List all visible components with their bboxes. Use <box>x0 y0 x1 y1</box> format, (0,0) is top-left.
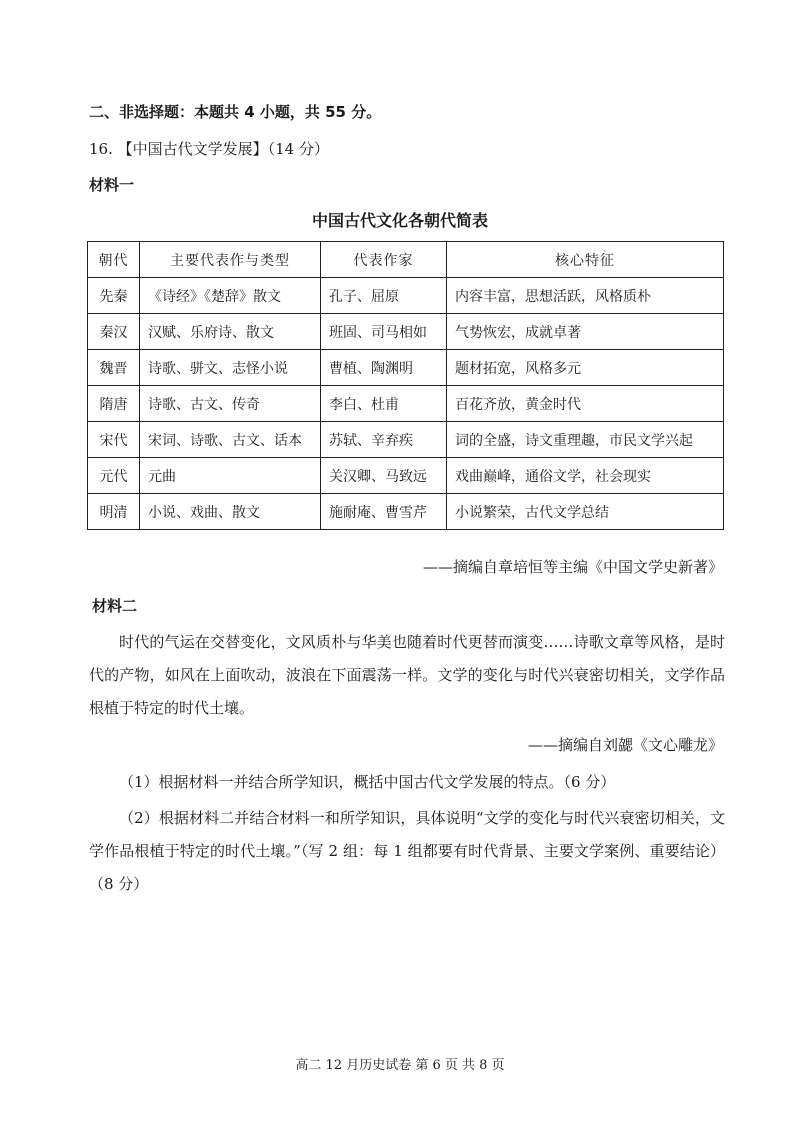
cell-authors: 孔子、屈原 <box>321 278 447 314</box>
cell-authors: 关汉卿、马致远 <box>321 458 447 494</box>
cell-dynasty: 秦汉 <box>88 314 140 350</box>
cell-features: 词的全盛，诗文重理趣，市民文学兴起 <box>447 422 724 458</box>
cell-dynasty: 先秦 <box>88 278 140 314</box>
page-footer: 高二 12 月历史试卷 第 6 页 共 8 页 <box>295 1058 505 1073</box>
cell-works: 小说、戏曲、散文 <box>140 494 321 530</box>
cell-features: 内容丰富，思想活跃，风格质朴 <box>447 278 724 314</box>
table-row <box>88 458 724 494</box>
cell-dynasty: 魏晋 <box>88 350 140 386</box>
material2-source: ——摘编自刘勰《文心雕龙》 <box>527 736 723 754</box>
material1-label: 材料一 <box>89 176 135 194</box>
header-dynasty: 朝代 <box>88 242 140 278</box>
table-row <box>88 386 724 422</box>
table-row <box>88 278 724 314</box>
cell-authors: 班固、司马相如 <box>321 314 447 350</box>
question-1: （1）根据材料一并结合所学知识，概括中国古代文学发展的特点。（6 分） <box>119 773 616 791</box>
section-heading: 二、非选择题：本题共 4 小题，共 55 分。 <box>89 103 382 121</box>
cell-dynasty: 元代 <box>88 458 140 494</box>
table-row <box>88 422 724 458</box>
material2-label: 材料二 <box>92 597 138 615</box>
cell-dynasty: 宋代 <box>88 422 140 458</box>
table-row <box>88 314 724 350</box>
material1-source: ——摘编自章培恒等主编《中国文学史新著》 <box>422 558 723 576</box>
cell-works: 汉赋、乐府诗、散文 <box>140 314 321 350</box>
cell-works: 诗歌、古文、传奇 <box>140 386 321 422</box>
question-2: （2）根据材料二并结合材料一和所学知识，具体说明“文学的变化与时代兴衰密切相关，文学作品根植于特定的时代土壤。”（写 2 组：每 1 组都要有时代背景、主要文学案例、重要结论）（8 分） <box>89 809 725 893</box>
cell-features: 戏曲巅峰，通俗文学，社会现实 <box>447 458 724 494</box>
dynasty-table <box>87 241 724 530</box>
cell-works: 诗歌、骈文、志怪小说 <box>140 350 321 386</box>
cell-features: 小说繁荣，古代文学总结 <box>447 494 724 530</box>
cell-authors: 曹植、陶渊明 <box>321 350 447 386</box>
table-header-row <box>88 242 724 278</box>
cell-authors: 施耐庵、曹雪芹 <box>321 494 447 530</box>
table-row <box>88 350 724 386</box>
cell-features: 题材拓宽，风格多元 <box>447 350 724 386</box>
table-row <box>88 494 724 530</box>
cell-features: 气势恢宏，成就卓著 <box>447 314 724 350</box>
cell-dynasty: 隋唐 <box>88 386 140 422</box>
header-authors: 代表作家 <box>321 242 447 278</box>
header-features: 核心特征 <box>447 242 724 278</box>
cell-features: 百花齐放，黄金时代 <box>447 386 724 422</box>
material2-text: 时代的气运在交替变化，文风质朴与华美也随着时代更替而演变……诗歌文章等风格，是时代的产物，如风在上面吹动，波浪在下面震荡一样。文学的变化与时代兴衰密切相关，文学作品根植于特定的时代土壤。 <box>89 633 725 717</box>
question-title: 16. 【中国古代文学发展】（14 分） <box>89 140 329 158</box>
cell-works: 元曲 <box>140 458 321 494</box>
cell-authors: 李白、杜甫 <box>321 386 447 422</box>
table-title: 中国古代文化各朝代简表 <box>311 211 488 230</box>
header-works: 主要代表作与类型 <box>140 242 321 278</box>
cell-works: 《诗经》《楚辞》散文 <box>140 278 321 314</box>
cell-works: 宋词、诗歌、古文、话本 <box>140 422 321 458</box>
cell-authors: 苏轼、辛弃疾 <box>321 422 447 458</box>
cell-dynasty: 明清 <box>88 494 140 530</box>
